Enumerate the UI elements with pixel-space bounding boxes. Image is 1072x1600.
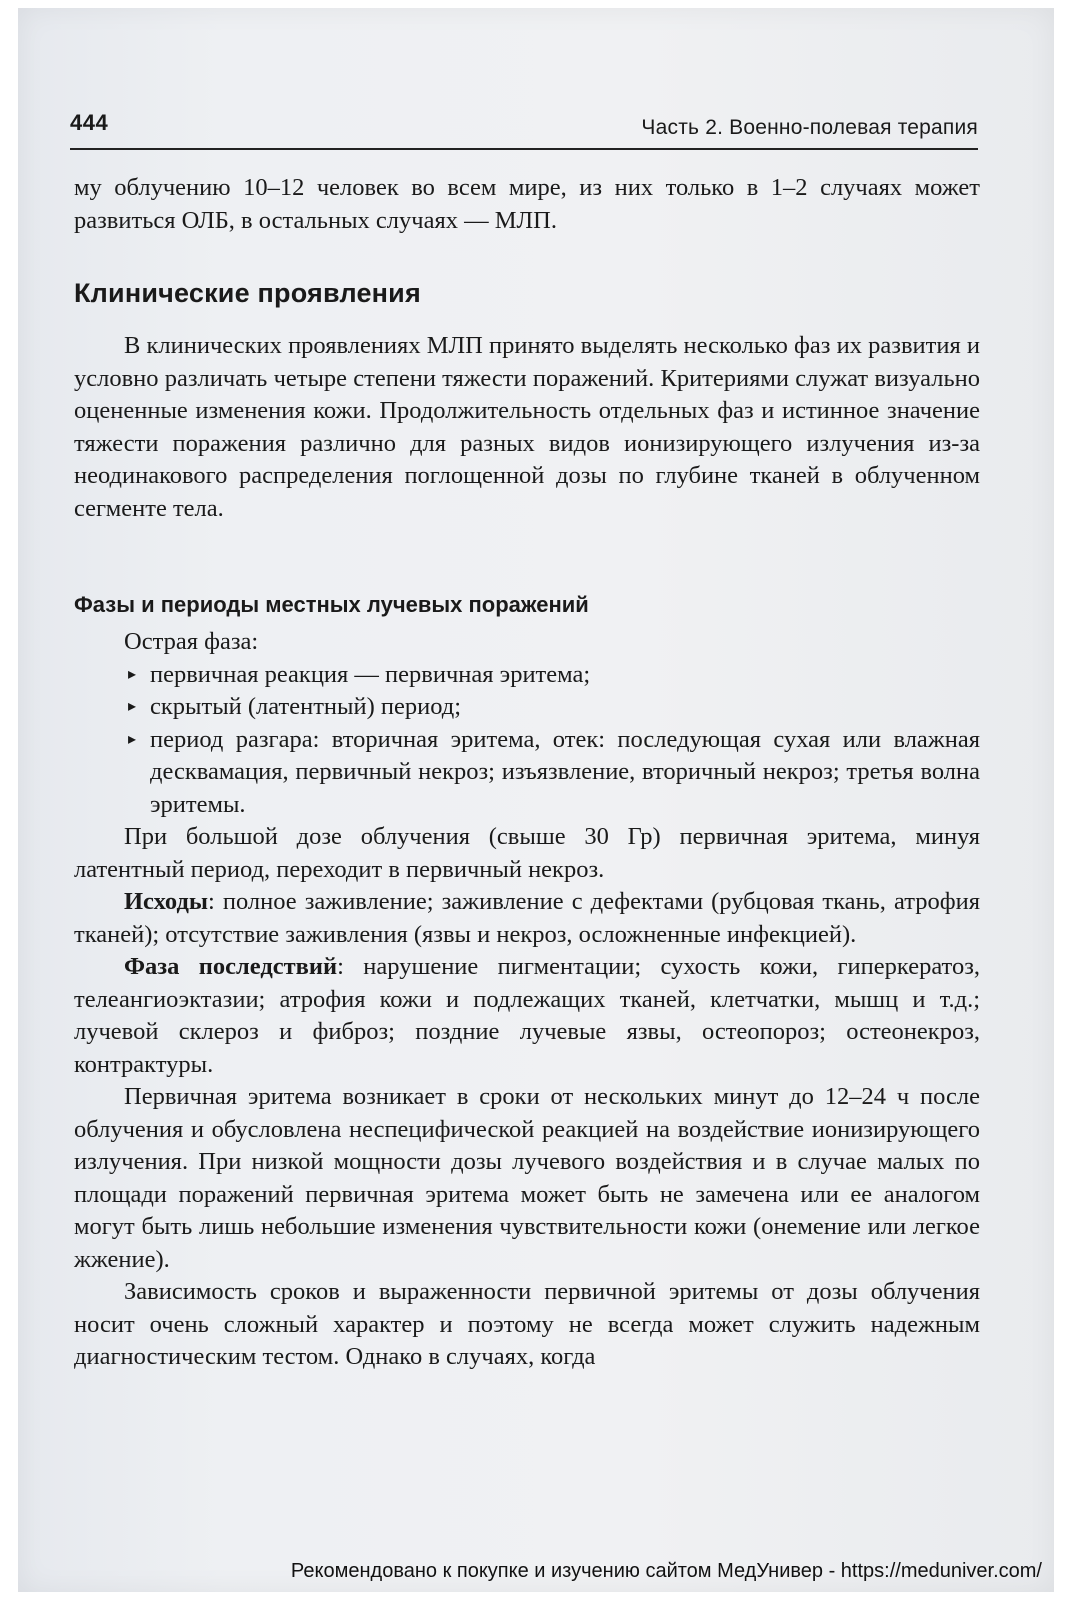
intro-paragraph: му облучению 10–12 человек во всем мире, из них только в 1–2 случаях может развиться ОЛБ, в остальных случаях — МЛП. [74, 174, 980, 234]
consequences-term: Фаза последствий [124, 953, 338, 980]
section-heading-block [74, 278, 980, 309]
subsection-title: Фазы и периоды местных лучевых поражений [74, 592, 589, 617]
footer-watermark: Рекомендовано к покупке и изучению сайтом МедУнивер - https://meduniver.com/ [290, 1560, 1042, 1582]
phases-body [74, 626, 980, 1374]
intro-block [74, 172, 980, 237]
acute-phase-list [126, 659, 980, 822]
bullet-icon: ▸ [128, 665, 137, 683]
list-item: ▸ период разгара: вторичная эритема, отек: последующая сухая или влажная десквамация, первичный некроз; изъязвление, вторичный некроз; третья волна эритемы. [128, 725, 980, 818]
outcomes-term: Исходы [124, 888, 208, 915]
page-number: 444 [70, 110, 109, 135]
dependency-paragraph: Зависимость сроков и выраженности первичной эритемы от дозы облучения носит очень сложный характер и поэтому не всегда может служить надежным диагностическим тестом. Однако в случаях, когда [74, 1278, 980, 1370]
running-title: Часть 2. Военно-полевая терапия [641, 116, 978, 139]
list-item: ▸ первичная реакция — первичная эритема; [126, 659, 980, 692]
outcomes-text: : полное заживление; заживление с дефектами (рубцовая ткань, атрофия тканей); отсутствие заживления (язвы и некроз, осложненные инфекцией). [74, 888, 980, 948]
erythema-paragraph: Первичная эритема возникает в сроки от нескольких минут до 12–24 ч после облучения и обусловлена неспецифической реакцией на воздействие ионизирующего излучения. При низкой мощности дозы лучевого воздействия и в случае малых по площади поражений первичная эритема может быть не замечена или ее аналогом могут быть лишь небольшие изменения чувствительности кожи (онемение или легкое жжение). [74, 1083, 980, 1273]
outcomes-paragraph [74, 886, 980, 951]
subsection-heading-block [74, 592, 980, 618]
section-body [74, 330, 980, 525]
high-dose-paragraph: При большой дозе облучения (свыше 30 Гр) первичная эритема, минуя латентный период, переходит в первичный некроз. [74, 823, 980, 883]
section-paragraph: В клинических проявлениях МЛП принято выделять несколько фаз их развития и условно различать четыре степени тяжести поражений. Критериями служат визуально оцененные изменения кожи. Продолжительность отдельных фаз и истинное значение тяжести поражения различно для разных видов ионизирующего излучения из-за неодинакового распределения поглощенной дозы по глубине тканей в облученном сегменте тела. [74, 332, 980, 522]
page-header [70, 108, 978, 150]
acute-phase-label: Острая фаза: [124, 628, 259, 655]
list-item: ▸ скрытый (латентный) период; [126, 691, 980, 724]
consequences-paragraph [74, 951, 980, 1081]
bullet-icon: ▸ [128, 698, 137, 715]
consequences-text: : нарушение пигментации; сухость кожи, гиперкератоз, телеангиоэктазии; атрофия кожи и подлежащих тканей, клетчатки, мышц и т.д.; лучевой склероз и фиброз; поздние лучевые язвы, остеопороз; остеонекроз, контрактуры. [74, 953, 980, 1078]
bullet-icon: ▸ [128, 730, 137, 748]
section-title: Клинические проявления [74, 278, 421, 308]
